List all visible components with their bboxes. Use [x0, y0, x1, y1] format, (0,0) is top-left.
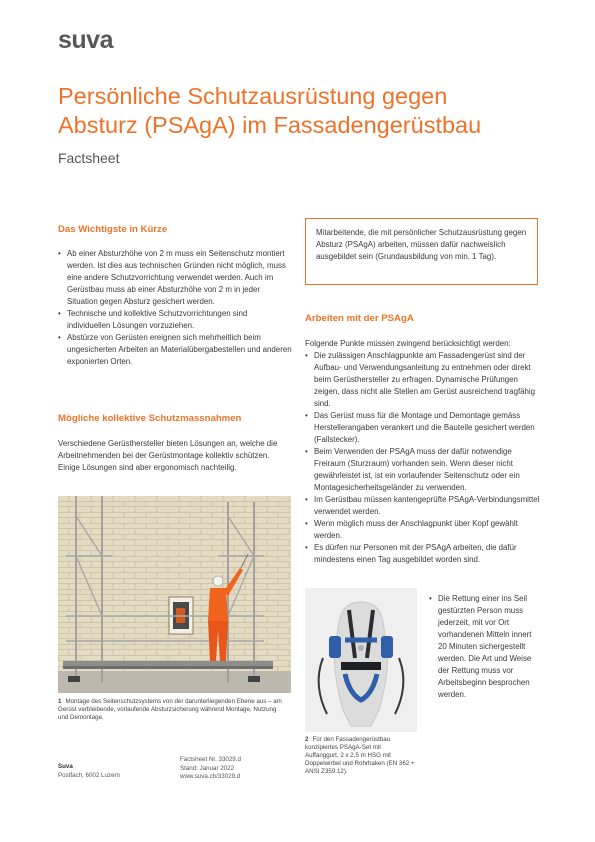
list-item: • Im Gerüstbau müssen kantengeprüfte PSAgA-Verbindungsmittel verwendet werden. — [305, 494, 541, 518]
footer-org: Suva — [58, 763, 73, 770]
page-title — [58, 82, 558, 140]
title-line-2: Absturz (PSAgA) im Fassadengerüstbau — [58, 112, 482, 138]
page-subtitle: Factsheet — [58, 150, 120, 166]
footer-address — [58, 763, 120, 780]
psaga-intro: Folgende Punkte müssen zwingend berücksichtigt werden: — [305, 339, 511, 348]
list-item: • Es dürfen nur Personen mit der PSAgA arbeiten, die dafür mindestens einen Tag ausgebildet worden sind. — [305, 542, 541, 566]
figure-1-caption-text: Montage des Seitenschutzsystems von der darunterliegenden Ebene aus – am Gerüst verbleibende, vorlaufende Absturzsicherung während Montage, Nutzung und Demontage. — [58, 698, 282, 721]
harness-photo — [305, 588, 417, 732]
list-item: • Beim Verwenden der PSAgA muss der dafür notwendige Freiraum (Sturzraum) vorhanden sein. Wenn dieser nicht gewährleistet ist, ist ein vorlaufender Seitenschutz oder ein Montagesicherheitsgeländer zu verwenden. — [305, 446, 541, 494]
title-line-1: Persönliche Schutzausrüstung gegen — [58, 83, 448, 109]
list-item: • Die Rettung einer ins Seil gestürzten Person muss jederzeit, mit vor Ort vorhandenen Mitteln innert 20 Minuten sichergestellt werden. Die Art und Weise der Rettung muss vor Arbeitsbeginn besprochen werden. — [429, 593, 541, 701]
harness-illustration-icon — [305, 588, 417, 732]
figure-1-caption — [58, 698, 286, 722]
list-item: • Technische und kollektive Schutzvorrichtungen sind individuellen Lösungen vorzuziehen. — [58, 308, 292, 332]
scaffold-photo — [58, 496, 291, 693]
scaffold-illustration-icon — [58, 496, 291, 693]
list-item: • Abstürze von Gerüsten ereignen sich mehrheitlich beim ungesicherten Arbeiten an Materialübergabestellen und anderen exponierten Orten. — [58, 332, 292, 368]
section-heading-psaga: Arbeiten mit der PSAgA — [305, 313, 414, 324]
list-item: • Ab einer Absturzhöhe von 2 m muss ein Seitenschutz montiert werden. Ist dies aus technischen Gründen nicht möglich, muss eine andere Schutzvorrichtung verwendet werden. Auch im Gerüstbau muss ab einer Absturzhöhe von 2 m in jeder Situation gegen Absturz gesichert werden. — [58, 248, 292, 308]
key-points-list — [58, 248, 292, 368]
section-heading-wichtigste: Das Wichtigste in Kürze — [58, 224, 168, 235]
training-callout-box: Mitarbeitende, die mit persönlicher Schutzausrüstung gegen Absturz (PSAgA) arbeiten, müssen dafür nachweislich ausgebildet sein (Grundausbildung von min. 1 Tag). — [305, 218, 538, 285]
section-paragraph: Verschiedene Gerüsthersteller bieten Lösungen an, welche die Arbeitnehmenden bei der Gerüstmontage kollektiv schützen. Einige Lösungen sind aber ergonomisch nachteilig. — [58, 439, 278, 472]
figure-2-number: 2 — [305, 736, 309, 743]
footer-factsheet-number: Factsheet Nr. 33029.d — [180, 756, 241, 763]
footer-date: Stand: Januar 2022 — [180, 764, 235, 772]
list-item: • Die zulässigen Anschlagpunkte am Fassadengerüst sind der Aufbau- und Verwendungsanleitung zu entnehmen oder direkt beim Gerüsthersteller zu erfragen. Dynamische Prüfungen zeigen, dass nicht alle Stellen am Gerüst ausreichend tragfähig sind. — [305, 350, 541, 410]
figure-2-caption-text: Für den Fassadengerüstbau konzipiertes PSAgA-Set mit Auffanggurt, 2 x 2,5 m HSG mit Doppelwirbel und Rohrhaken (EN 362 + ANSI Z359.12). — [305, 736, 415, 775]
list-item: • Wenn möglich muss der Anschlagpunkt über Kopf gewählt werden. — [305, 518, 541, 542]
list-item: • Das Gerüst muss für die Montage und Demontage gemäss Herstellerangaben verankert und die Bauteile gesichert werden (Fallstecker). — [305, 410, 541, 446]
psaga-points-list — [305, 350, 541, 566]
suva-logo: suva — [58, 26, 113, 54]
figure-1-number: 1 — [58, 698, 62, 705]
section-heading-schutzmassnahmen: Mögliche kollektive Schutzmassnahmen — [58, 413, 242, 424]
footer-meta — [180, 756, 241, 782]
figure-2-caption — [305, 736, 415, 776]
footer-postal: Postfach, 6002 Luzern — [58, 771, 120, 779]
rescue-list — [429, 593, 541, 701]
footer-url[interactable]: www.suva.ch/33029.d — [180, 773, 241, 780]
